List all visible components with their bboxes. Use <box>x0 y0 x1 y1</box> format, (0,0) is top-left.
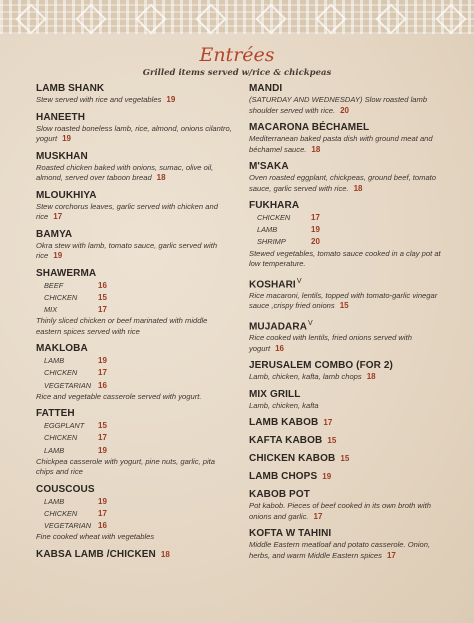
item-price: 18 <box>311 144 321 154</box>
menu-header <box>0 44 474 78</box>
item-name: BAMYA <box>36 228 73 240</box>
item-price: 17 <box>53 212 63 221</box>
item-option <box>36 445 232 457</box>
menu-item <box>36 548 232 561</box>
item-description: Stew corchorus leaves, garlic served with chicken and rice 17 <box>36 201 218 221</box>
item-description: Pot kabob. Pieces of beef cooked in its own broth with onions and garlic. 17 <box>249 501 431 521</box>
option-label: VEGETARIAN <box>44 380 92 390</box>
menu-item <box>249 121 445 155</box>
vegetarian-mark: V <box>296 277 302 285</box>
menu-item <box>249 452 445 465</box>
item-price: 15 <box>327 436 337 446</box>
menu-item <box>36 189 232 223</box>
item-name: MUSKHAN <box>36 150 88 162</box>
section-title: Entrées <box>199 44 275 66</box>
menu-item <box>249 470 445 483</box>
menu-item <box>249 434 445 447</box>
option-price: 17 <box>98 509 107 519</box>
menu-item <box>249 388 445 412</box>
item-name: MANDI <box>249 83 283 94</box>
menu-item <box>249 317 445 354</box>
menu-item <box>249 416 445 429</box>
menu-item <box>249 160 445 194</box>
item-option <box>36 304 232 316</box>
vegetarian-mark: V <box>308 319 313 327</box>
option-label: EGGPLANT <box>44 421 85 431</box>
menu-column-left <box>36 82 232 566</box>
item-name: CHICKEN KABOB 15 <box>249 453 350 465</box>
item-name: KAFTA KABOB 15 <box>249 435 337 447</box>
option-price: 19 <box>98 496 107 506</box>
item-option <box>36 432 232 444</box>
item-description: Stew served with rice and vegetables 19 <box>36 95 176 104</box>
item-description: Mediterranean baked pasta dish with ground meat and béchamel sauce. 18 <box>249 134 433 154</box>
menu-item <box>36 111 232 145</box>
option-price: 15 <box>98 292 107 302</box>
item-name: $KOSHARI^V$ <box>249 277 302 290</box>
option-label: CHICKEN <box>44 433 78 443</box>
item-name: KABOB POT <box>249 489 310 501</box>
item-price: 19 <box>322 472 332 482</box>
item-price: 16 <box>275 343 285 353</box>
item-price: 18 <box>353 183 363 193</box>
diamond-ornament-icon <box>15 3 46 34</box>
item-name: LAMB CHOPS 19 <box>249 471 332 483</box>
menu-item <box>36 150 232 184</box>
option-label: LAMB <box>44 445 65 455</box>
menu-item <box>36 82 232 106</box>
option-label: CHICKEN <box>44 292 78 302</box>
item-description: Lamb, chicken, kafta <box>249 400 319 410</box>
item-name: KOFTA W TAHINI <box>249 528 332 540</box>
menu-item <box>249 359 445 383</box>
menu-item <box>36 267 232 338</box>
item-description: (SATURDAY AND WEDNESDAY) Slow roasted lamb shoulder served with rice. 20 <box>249 95 428 115</box>
option-label: CHICKEN <box>44 509 78 519</box>
item-name: COUSCOUS <box>36 483 95 495</box>
item-name: MAKLOBA <box>36 343 88 355</box>
item-price: 20 <box>340 105 350 115</box>
option-label: LAMB <box>257 225 278 235</box>
item-description: Chickpea casserole with yogurt, pine nuts, garlic, pita chips and rice <box>36 456 215 477</box>
item-name: LAMB SHANK <box>36 83 105 94</box>
diamond-ornament-icon <box>435 3 466 34</box>
item-name: MLOUKHIYA <box>36 189 97 201</box>
item-option <box>249 224 445 236</box>
option-price: 20 <box>311 237 320 247</box>
item-description: Slow roasted boneless lamb, rice, almond, onions cilantro, yogurt 19 <box>36 123 232 143</box>
item-name: M'SAKA <box>249 161 289 172</box>
item-price: 18 <box>366 372 376 382</box>
item-description: Lamb, chicken, kafta, lamb chops 18 <box>249 372 376 382</box>
item-option <box>36 496 232 508</box>
option-label: CHICKEN <box>44 368 78 378</box>
item-price: 15 <box>340 454 350 464</box>
option-price: 15 <box>98 421 107 431</box>
option-price: 19 <box>98 356 107 366</box>
item-name: SHAWERMA <box>36 267 97 279</box>
option-label: LAMB <box>44 356 65 366</box>
diamond-ornament-icon <box>375 3 406 34</box>
decorative-border <box>0 0 474 34</box>
item-price: 18 <box>156 173 166 182</box>
option-price: 17 <box>98 304 107 314</box>
option-price: 17 <box>98 368 107 378</box>
item-name: MIX GRILL <box>249 388 301 400</box>
diamond-ornament-icon <box>315 3 346 34</box>
item-description: Rice and vegetable casserole served with yogurt. <box>36 391 202 401</box>
menu-item <box>249 488 445 522</box>
item-description: Roasted chicken baked with onions, sumac, olive oil, almond, served over taboon bread 18 <box>36 162 214 182</box>
item-price: 17 <box>313 511 323 521</box>
item-name: JERUSALEM COMBO (FOR 2) <box>249 360 393 372</box>
item-name: KABSA LAMB /CHICKEN 18 <box>36 548 170 560</box>
menu-item <box>36 483 232 543</box>
option-label: BEEF <box>44 280 64 290</box>
diamond-ornament-icon <box>255 3 286 34</box>
item-price: 17 <box>323 418 333 428</box>
item-name: HANEETH <box>36 111 86 123</box>
item-option <box>36 420 232 432</box>
item-description: Thinly sliced chicken or beef marinated with middle eastern spices served with rice <box>36 316 208 336</box>
item-option <box>36 292 232 304</box>
option-price: 16 <box>98 521 107 531</box>
item-option <box>36 380 232 392</box>
item-option <box>249 236 445 248</box>
item-price: 15 <box>339 301 349 311</box>
item-option <box>36 508 232 520</box>
menu-item <box>36 228 232 262</box>
item-price: 17 <box>386 550 396 560</box>
menu-item <box>249 82 445 116</box>
option-label: MIX <box>44 304 58 314</box>
menu-item <box>36 407 232 478</box>
option-label: LAMB <box>44 496 65 506</box>
item-description: Rice cooked with lentils, fried onions served with yogurt 16 <box>249 333 412 353</box>
item-price: 19 <box>166 95 176 104</box>
item-description: Stewed vegetables, tomato sauce cooked in a clay pot at low temperature. <box>249 248 441 269</box>
option-label: VEGETARIAN <box>44 521 92 531</box>
diamond-ornament-icon <box>195 3 226 34</box>
item-description: Okra stew with lamb, tomato sauce, garlic served with rice 19 <box>36 240 218 260</box>
item-option <box>36 520 232 532</box>
menu-item <box>249 275 445 312</box>
option-price: 17 <box>98 433 107 443</box>
item-option <box>36 280 232 292</box>
menu-item <box>36 342 232 402</box>
option-price: 19 <box>311 225 320 235</box>
item-name: $MUJADARA^V$ <box>249 319 313 333</box>
item-description: Middle Eastern meatloaf and potato casserole. Onion, herbs, and warm Middle Eastern spices 17 <box>249 540 431 560</box>
item-name: LAMB KABOB 17 <box>249 417 333 429</box>
option-price: 16 <box>98 380 107 390</box>
item-name: MACARONA BÉCHAMEL <box>249 122 370 133</box>
option-label: CHICKEN <box>257 213 291 222</box>
section-subtitle: Grilled items served w/rice & chickpeas <box>142 68 332 78</box>
item-description: Rice macaroni, lentils, topped with tomato-garlic vinegar sauce ,crispy fried onions 15 <box>249 290 438 311</box>
item-price: 19 <box>53 251 63 260</box>
item-price: 19 <box>62 134 72 143</box>
option-price: 19 <box>98 445 107 455</box>
item-description: Oven roasted eggplant, chickpeas, ground beef, tomato sauce, garlic served with rice. 18 <box>249 173 437 193</box>
option-label: SHRIMP <box>257 237 286 247</box>
item-option <box>249 212 445 224</box>
option-price: 16 <box>98 280 107 290</box>
menu-item <box>249 527 445 561</box>
item-description: Fine cooked wheat with vegetables <box>36 532 155 542</box>
menu-item <box>249 199 445 270</box>
menu-column-right <box>249 82 445 566</box>
option-price: 17 <box>311 213 320 222</box>
diamond-ornament-icon <box>135 3 166 34</box>
item-option <box>36 355 232 367</box>
diamond-ornament-icon <box>75 3 106 34</box>
item-option <box>36 367 232 379</box>
item-name: FATTEH <box>36 408 75 420</box>
item-name: FUKHARA <box>249 200 300 211</box>
item-price: 18 <box>160 549 170 559</box>
